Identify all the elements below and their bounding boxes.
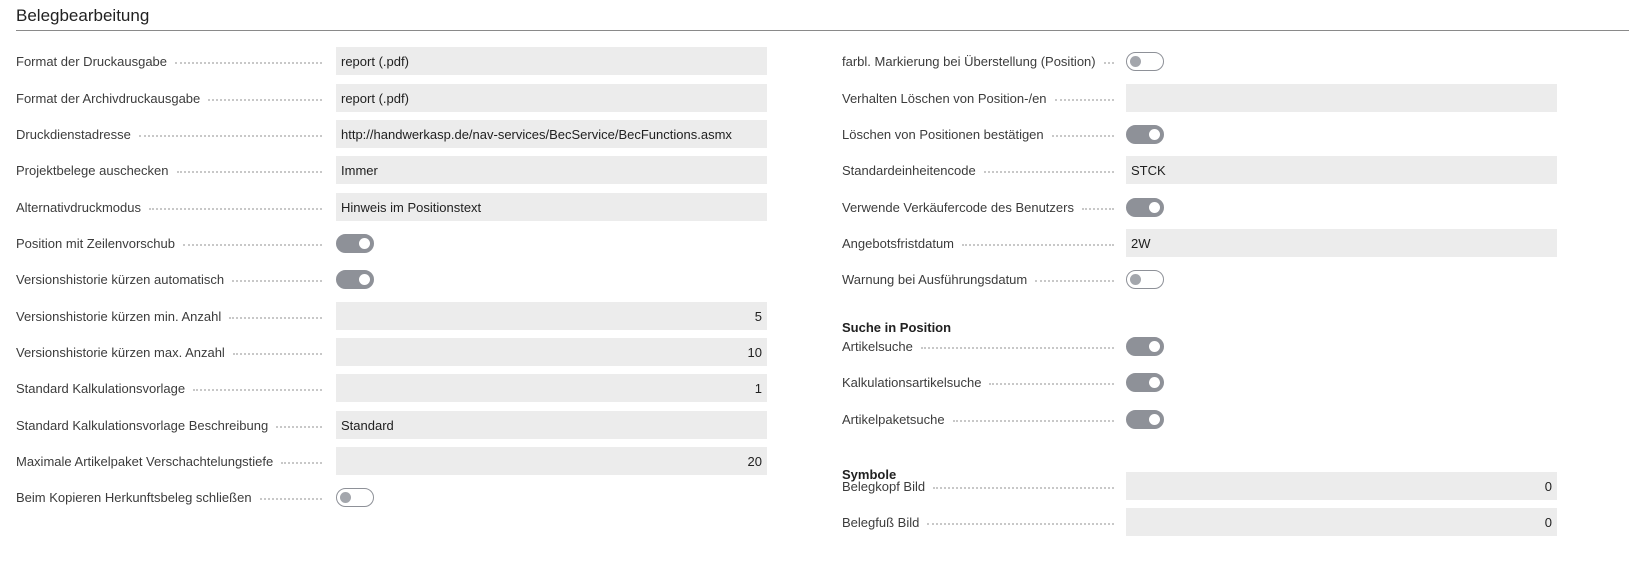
leader-dots (921, 346, 1114, 349)
field-row (16, 411, 767, 439)
format-der-archivdruckausgabe-input[interactable]: report (.pdf) (336, 84, 767, 112)
field-row (16, 302, 767, 330)
field-label-wrap (842, 193, 1122, 221)
field-row (842, 368, 1557, 396)
field-label-wrap (16, 411, 330, 439)
belegfuß-bild-input[interactable]: 0 (1126, 508, 1557, 536)
leader-dots (177, 170, 323, 173)
leader-dots (927, 522, 1114, 525)
field-label-wrap (16, 229, 330, 257)
field-label: Format der Archivdruckausgabe (16, 90, 201, 106)
verhalten-löschen-von-position-en-input[interactable] (1126, 84, 1557, 112)
leader-dots (139, 134, 322, 137)
field-row (16, 193, 767, 221)
field-row (16, 265, 767, 293)
beim-kopieren-herkunftsbeleg-schließen-toggle[interactable] (336, 488, 374, 507)
field-row (842, 120, 1557, 148)
leader-dots (149, 207, 322, 210)
field-row (842, 193, 1557, 221)
versionshistorie-kürzen-automatisch-toggle[interactable] (336, 270, 374, 289)
leader-dots (1082, 207, 1114, 210)
leader-dots (175, 61, 322, 64)
angebotsfristdatum-input[interactable]: 2W (1126, 229, 1557, 257)
standardeinheitencode-input[interactable]: STCK (1126, 156, 1557, 184)
projektbelege-auschecken-input[interactable]: Immer (336, 156, 767, 184)
field-label: Druckdienstadresse (16, 126, 131, 142)
warnung-bei-ausführungsdatum-toggle[interactable] (1126, 270, 1164, 289)
field-row (842, 47, 1557, 75)
field-label: Beim Kopieren Herkunftsbeleg schließen (16, 489, 252, 505)
leader-dots (208, 98, 322, 101)
verwende-verkäufercode-des-benutzers-toggle[interactable] (1126, 198, 1164, 217)
field-label: Alternativdruckmodus (16, 199, 141, 215)
field-label-wrap (842, 265, 1122, 293)
section-title: Belegbearbeitung (16, 6, 150, 25)
field-label-wrap (16, 447, 330, 475)
field-label-wrap (842, 508, 1122, 536)
field-label: Versionshistorie kürzen max. Anzahl (16, 344, 225, 360)
field-label-wrap (842, 120, 1122, 148)
field-label: Standardeinheitencode (842, 162, 976, 178)
field-row (842, 508, 1557, 536)
section-divider (16, 30, 1629, 31)
versionshistorie-kürzen-max-anzahl-input[interactable]: 10 (336, 338, 767, 366)
field-label: Projektbelege auschecken (16, 162, 169, 178)
format-der-druckausgabe-input[interactable]: report (.pdf) (336, 47, 767, 75)
field-label-wrap (842, 229, 1122, 257)
leader-dots (1055, 98, 1114, 101)
leader-dots (953, 419, 1114, 422)
field-label: Verhalten Löschen von Position-/en (842, 90, 1047, 106)
field-label-wrap (16, 374, 330, 402)
field-label-wrap (842, 156, 1122, 184)
field-row (842, 265, 1557, 293)
maximale-artikelpaket-verschachtelungstiefe-input[interactable]: 20 (336, 447, 767, 475)
field-label-wrap (16, 302, 330, 330)
leader-dots (193, 388, 322, 391)
leader-dots (232, 279, 322, 282)
leader-dots (233, 352, 322, 355)
field-label-wrap (842, 47, 1122, 75)
field-label-wrap (842, 84, 1122, 112)
field-label-wrap (16, 84, 330, 112)
leader-dots (1104, 61, 1114, 64)
leader-dots (1052, 134, 1114, 137)
field-label: Belegfuß Bild (842, 514, 920, 530)
field-row (842, 229, 1557, 257)
field-row (16, 120, 767, 148)
field-label: Artikelsuche (842, 338, 913, 354)
field-label: Warnung bei Ausführungsdatum (842, 271, 1028, 287)
field-label: Belegkopf Bild (842, 478, 926, 494)
leader-dots (933, 486, 1114, 489)
field-label: Maximale Artikelpaket Verschachtelungstiefe (16, 453, 274, 469)
standard-kalkulationsvorlage-beschreibung-input[interactable]: Standard (336, 411, 767, 439)
field-row (16, 156, 767, 184)
löschen-von-positionen-bestätigen-toggle[interactable] (1126, 125, 1164, 144)
leader-dots (989, 382, 1114, 385)
field-label: Versionshistorie kürzen min. Anzahl (16, 308, 222, 324)
artikelpaketsuche-toggle[interactable] (1126, 410, 1164, 429)
field-label-wrap (842, 368, 1122, 396)
position-mit-zeilenvorschub-toggle[interactable] (336, 234, 374, 253)
alternativdruckmodus-input[interactable]: Hinweis im Positionstext (336, 193, 767, 221)
field-label: Standard Kalkulationsvorlage (16, 380, 186, 396)
field-label: Standard Kalkulationsvorlage Beschreibung (16, 417, 269, 433)
field-row (16, 483, 767, 511)
field-label: Versionshistorie kürzen automatisch (16, 271, 225, 287)
field-label-wrap (842, 472, 1122, 500)
field-label-wrap (16, 193, 330, 221)
field-label-wrap (16, 120, 330, 148)
field-label: Kalkulationsartikelsuche (842, 374, 982, 390)
druckdienstadresse-input[interactable]: http://handwerkasp.de/nav-services/BecService/BecFunctions.asmx (336, 120, 767, 148)
leader-dots (276, 425, 322, 428)
field-row (842, 84, 1557, 112)
field-row (842, 472, 1557, 500)
field-label: Verwende Verkäufercode des Benutzers (842, 199, 1074, 215)
field-label-wrap (16, 156, 330, 184)
group-title-suche: Suche in Position (842, 320, 952, 335)
leader-dots (183, 243, 322, 246)
field-label-wrap (16, 338, 330, 366)
standard-kalkulationsvorlage-input[interactable]: 1 (336, 374, 767, 402)
artikelsuche-toggle[interactable] (1126, 337, 1164, 356)
field-row (16, 338, 767, 366)
leader-dots (984, 170, 1114, 173)
field-label: Angebotsfristdatum (842, 235, 955, 251)
group-title-symbole: Symbole (842, 467, 897, 482)
field-row (16, 84, 767, 112)
field-label: Format der Druckausgabe (16, 53, 168, 69)
leader-dots (260, 497, 322, 500)
field-row (16, 447, 767, 475)
belegkopf-bild-input[interactable]: 0 (1126, 472, 1557, 500)
field-label: Artikelpaketsuche (842, 411, 945, 427)
leader-dots (962, 243, 1114, 246)
field-label: Position mit Zeilenvorschub (16, 235, 175, 251)
farbl-markierung-bei-überstellung-position-toggle[interactable] (1126, 52, 1164, 71)
leader-dots (281, 461, 322, 464)
field-row (16, 229, 767, 257)
field-label-wrap (16, 483, 330, 511)
field-row (16, 47, 767, 75)
field-label-wrap (842, 332, 1122, 360)
field-label-wrap (842, 405, 1122, 433)
field-row (842, 156, 1557, 184)
field-row (16, 374, 767, 402)
leader-dots (229, 316, 322, 319)
field-row (842, 332, 1557, 360)
field-label-wrap (16, 47, 330, 75)
kalkulationsartikelsuche-toggle[interactable] (1126, 373, 1164, 392)
field-label-wrap (16, 265, 330, 293)
field-label: Löschen von Positionen bestätigen (842, 126, 1044, 142)
field-label: farbl. Markierung bei Überstellung (Position) (842, 53, 1096, 69)
leader-dots (1035, 279, 1114, 282)
versionshistorie-kürzen-min-anzahl-input[interactable]: 5 (336, 302, 767, 330)
field-row (842, 405, 1557, 433)
